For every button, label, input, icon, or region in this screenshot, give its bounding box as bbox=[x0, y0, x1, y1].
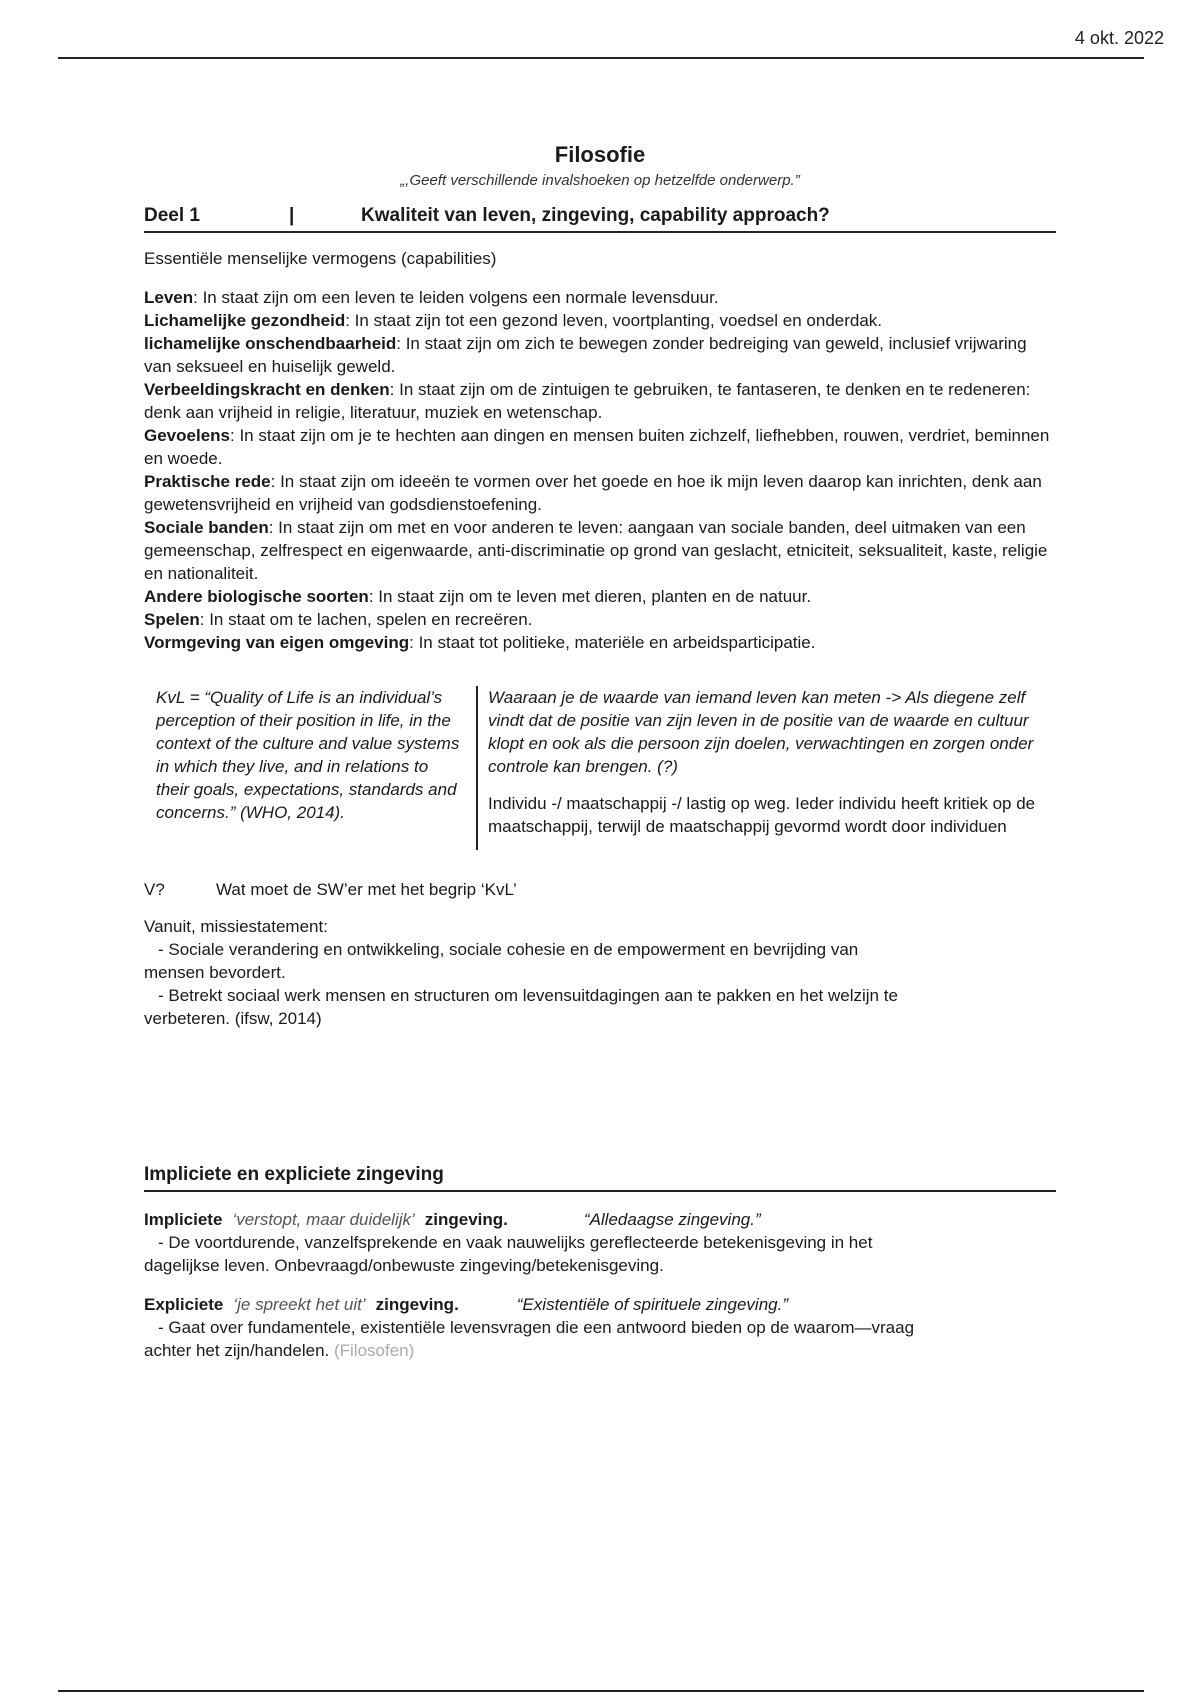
capability-text: : In staat zijn om de zintuigen te gebruiken, te fantaseren, te denken en te redeneren: denk aan vrijheid in religie, literatuur, muziek en wetenschap. bbox=[144, 380, 1031, 422]
mission-bullet: - Sociale verandering en ontwikkeling, sociale cohesie en de empowerment en bevrijding van bbox=[158, 940, 859, 959]
kvl-note: Individu -/ maatschappij -/ lastig op weg. Ieder individu heeft kritiek op de maatschappij, terwijl de maatschappij gevormd wordt door individuen bbox=[488, 794, 1036, 836]
implicit-quote: “Alledaagse zingeving.” bbox=[583, 1210, 761, 1229]
capability-term: Verbeeldingskracht en denken bbox=[144, 380, 390, 399]
explicit-meaning bbox=[144, 1293, 1056, 1362]
section-separator: | bbox=[289, 205, 295, 226]
capability-item bbox=[144, 516, 1056, 585]
explicit-description-text: achter het zijn/handelen. bbox=[144, 1341, 330, 1360]
capability-term: Andere biologische soorten bbox=[144, 587, 369, 606]
capability-item bbox=[144, 309, 1056, 332]
implicit-meaning bbox=[144, 1208, 1056, 1277]
section-title: Impliciete en expliciete zingeving bbox=[144, 1164, 444, 1185]
capability-term: Sociale banden bbox=[144, 518, 269, 537]
capability-term: Lichamelijke gezondheid bbox=[144, 311, 346, 330]
capability-term: lichamelijke onschendbaarheid bbox=[144, 334, 397, 353]
question-label: V? bbox=[144, 880, 165, 899]
implicit-heading bbox=[144, 1208, 1056, 1231]
capability-item bbox=[144, 608, 1056, 631]
capability-item bbox=[144, 470, 1056, 516]
mission-intro: Vanuit, missiestatement: bbox=[144, 917, 328, 936]
kvl-table bbox=[144, 686, 1056, 850]
footer-divider bbox=[58, 1690, 1144, 1692]
kvl-explanation-cell bbox=[476, 686, 1056, 850]
capability-text: : In staat tot politieke, materiële en arbeidsparticipatie. bbox=[409, 633, 816, 652]
implicit-word: zingeving. bbox=[424, 1210, 508, 1229]
capabilities-intro: Essentiële menselijke vermogens (capabilities) bbox=[144, 249, 497, 268]
section-heading-zingeving bbox=[144, 1164, 1056, 1192]
capability-text: : In staat zijn om ideeën te vormen over het goede en hoe ik mijn leven daarop kan inrichten, denk aan gewetensvrijheid en vrijheid van godsdienstoefening. bbox=[144, 472, 1042, 514]
explicit-hint: ‘je spreekt het uit’ bbox=[233, 1295, 366, 1314]
capabilities-list bbox=[144, 286, 1056, 654]
capability-text: : In staat zijn om een leven te leiden volgens een normale levensduur. bbox=[193, 288, 719, 307]
capability-text: : In staat om te lachen, spelen en recreëren. bbox=[199, 610, 533, 629]
capability-text: : In staat zijn tot een gezond leven, voortplanting, voedsel en onderdak. bbox=[345, 311, 883, 330]
capability-item bbox=[144, 424, 1056, 470]
capability-term: Gevoelens bbox=[144, 426, 230, 445]
capability-item bbox=[144, 332, 1056, 378]
capability-term: Vormgeving van eigen omgeving bbox=[144, 633, 410, 652]
explicit-description-continued bbox=[144, 1339, 1056, 1362]
mission-bullet: - Betrekt sociaal werk mensen en structuren om levensuitdagingen aan te pakken en het welzijn te bbox=[158, 986, 898, 1005]
mission-statement bbox=[144, 915, 1056, 1030]
capability-text: : In staat zijn om je te hechten aan dingen en mensen buiten zichzelf, liefhebben, rouwen, verdriet, beminnen en woede. bbox=[144, 426, 1050, 468]
implicit-term: Impliciete bbox=[144, 1210, 223, 1229]
capability-item bbox=[144, 585, 1056, 608]
capability-text: : In staat zijn om zich te bewegen zonder bedreiging van geweld, inclusief vrijwaring van seksueel en huiselijk geweld. bbox=[144, 334, 1027, 376]
section-title: Kwaliteit van leven, zingeving, capability approach? bbox=[361, 205, 830, 226]
document-subtitle: „,Geeft verschillende invalshoeken op hetzelfde onderwerp.” bbox=[400, 172, 800, 189]
document-title: Filosofie bbox=[554, 142, 646, 167]
question-text: Wat moet de SW’er met het begrip ‘KvL’ bbox=[216, 880, 517, 899]
header-divider bbox=[58, 57, 1144, 59]
capability-term: Spelen bbox=[144, 610, 200, 629]
kvl-explanation: Waaraan je de waarde van iemand leven kan meten -> Als diegene zelf vindt dat de positie van zijn leven in de positie van de waarde en cultuur klopt en ook als die persoon zijn doelen, verwachtingen en zorgen onder controle kan brengen. (?) bbox=[488, 688, 1034, 776]
section-heading-deel-1 bbox=[144, 205, 1056, 233]
mission-bullet-continued: mensen bevordert. bbox=[144, 963, 286, 982]
page-date: 4 okt. 2022 bbox=[1074, 28, 1164, 48]
capability-text: : In staat zijn om te leven met dieren, planten en de natuur. bbox=[368, 587, 812, 606]
explicit-heading bbox=[144, 1293, 1056, 1316]
explicit-aside: (Filosofen) bbox=[333, 1341, 415, 1360]
capability-text: : In staat zijn om met en voor anderen te leven: aangaan van sociale banden, deel uitmaken van een gemeenschap, zelfrespect en eigenwaarde, anti-discriminatie op grond van geslacht, etniciteit, seksualiteit, kaste, religie en nationaliteit. bbox=[144, 518, 1048, 583]
capability-term: Praktische rede bbox=[144, 472, 271, 491]
capability-item bbox=[144, 631, 1056, 654]
explicit-quote: “Existentiële of spirituele zingeving.” bbox=[516, 1295, 788, 1314]
implicit-description-continued: dagelijkse leven. Onbevraagd/onbewuste zingeving/betekenisgeving. bbox=[144, 1256, 664, 1275]
kvl-definition: KvL = “Quality of Life is an individual’s perception of their position in life, in the context of the culture and value systems in which they live, and in relations to their goals, expectations, standards and concerns.” (WHO, 2014). bbox=[156, 688, 460, 822]
explicit-description: - Gaat over fundamentele, existentiële levensvragen die een antwoord bieden op de waarom—vraag bbox=[158, 1318, 915, 1337]
explicit-word: zingeving. bbox=[375, 1295, 459, 1314]
question-row bbox=[144, 878, 1056, 901]
document-body bbox=[144, 142, 1056, 1362]
mission-bullet-continued: verbeteren. (ifsw, 2014) bbox=[144, 1009, 322, 1028]
implicit-description: - De voortdurende, vanzelfsprekende en vaak nauwelijks gereflecteerde betekenisgeving in het bbox=[158, 1233, 873, 1252]
explicit-term: Expliciete bbox=[144, 1295, 224, 1314]
capability-item bbox=[144, 378, 1056, 424]
capability-item bbox=[144, 286, 1056, 309]
implicit-hint: ‘verstopt, maar duidelijk’ bbox=[232, 1210, 415, 1229]
section-number: Deel 1 bbox=[144, 205, 200, 226]
capability-term: Leven bbox=[144, 288, 194, 307]
